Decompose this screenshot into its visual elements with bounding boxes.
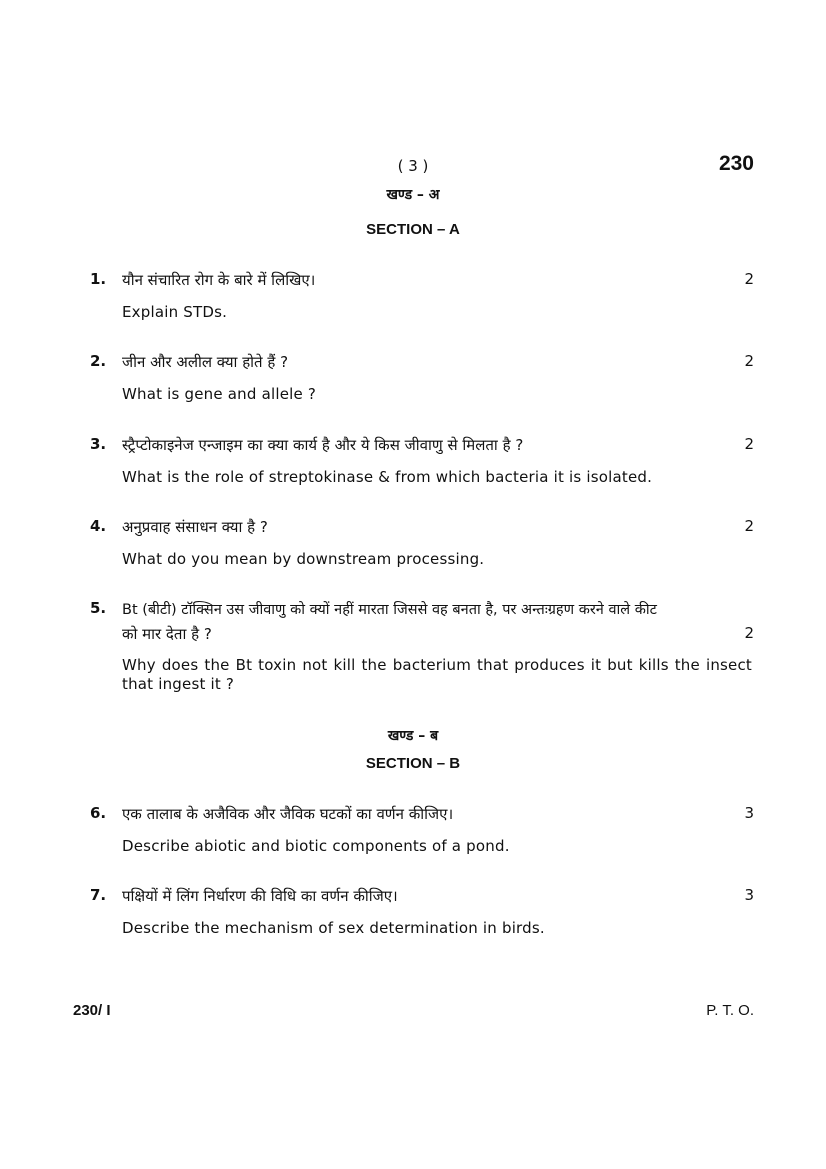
question-text-english: What is gene and allele ? <box>122 385 317 403</box>
question-text-hindi: स्ट्रैप्टोकाइनेज एन्जाइम का क्या कार्य है और ये किस जीवाणु से मिलता है ? <box>122 436 524 454</box>
question-marks: 2 <box>744 435 754 453</box>
question-text-hindi: एक तालाब के अजैविक और जैविक घटकों का वर्णन कीजिए। <box>122 805 454 823</box>
question-number: 5. <box>90 599 107 617</box>
section-a-title: SECTION – A <box>366 221 460 238</box>
question-text-english: Describe the mechanism of sex determination in birds. <box>122 919 545 937</box>
question-text-hindi: पक्षियों में लिंग निर्धारण की विधि का वर्णन कीजिए। <box>122 887 398 905</box>
question-text-english: Explain STDs. <box>122 303 228 321</box>
question-text-english: Describe abiotic and biotic components of a pond. <box>122 837 510 855</box>
paper-code: 230 <box>718 152 754 175</box>
question-marks: 2 <box>744 270 754 288</box>
question-marks: 2 <box>744 517 754 535</box>
question-marks: 3 <box>744 804 754 822</box>
question-number: 6. <box>90 804 107 822</box>
question-text-english: What do you mean by downstream processing. <box>122 550 485 568</box>
question-number: 3. <box>90 435 107 453</box>
question-marks: 2 <box>744 624 754 642</box>
page-number: ( 3 ) <box>397 157 429 175</box>
question-text-english: What is the role of streptokinase & from which bacteria it is isolated. <box>122 468 653 486</box>
question-number: 7. <box>90 886 107 904</box>
footer-paper-code: 230/ I <box>73 1002 111 1019</box>
question-number: 1. <box>90 270 107 288</box>
question-text-hindi-line2: को मार देता है ? <box>122 625 212 643</box>
section-b-title: SECTION – B <box>365 755 461 772</box>
question-text-hindi: यौन संचारित रोग के बारे में लिखिए। <box>122 271 316 289</box>
question-number: 4. <box>90 517 107 535</box>
question-marks: 3 <box>744 886 754 904</box>
question-text-hindi: अनुप्रवाह संसाधन क्या है ? <box>122 518 268 536</box>
question-text-hindi-line1: Bt (बीटी) टॉक्सिन उस जीवाणु को क्यों नहीं मारता जिससे वह बनता है, पर अन्तःग्रहण करने वाले कीट <box>122 602 657 618</box>
question-text-english: Why does the Bt toxin not kill the bacterium that produces it but kills the insect that ingest it ? <box>122 656 752 693</box>
question-number: 2. <box>90 352 107 370</box>
question-marks: 2 <box>744 352 754 370</box>
section-b-title-hindi: खण्ड – ब <box>387 728 439 744</box>
section-a-title-hindi: खण्ड – अ <box>386 187 440 203</box>
footer-pto: P. T. O. <box>706 1002 754 1019</box>
question-text-hindi: जीन और अलील क्या होते हैं ? <box>122 353 289 371</box>
